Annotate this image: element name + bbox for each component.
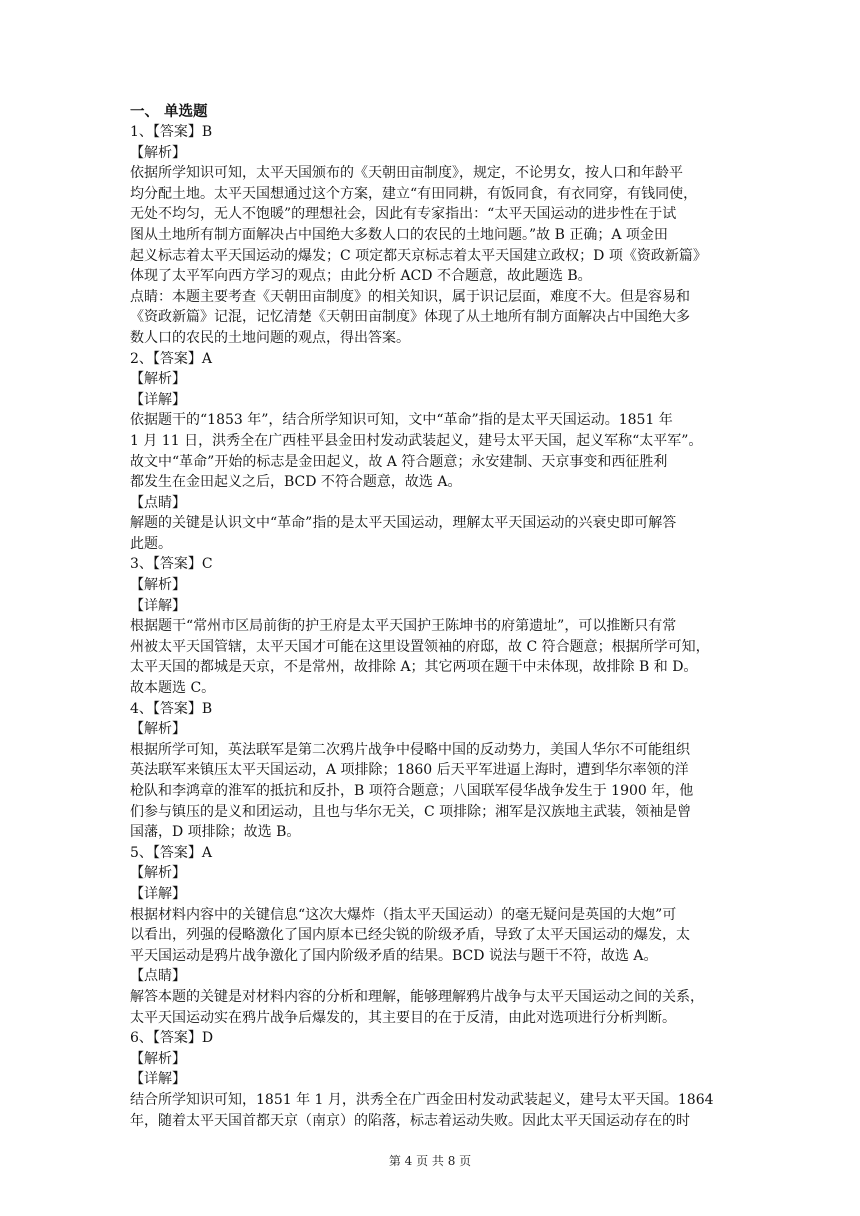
text-line: 太平天国的都城是天京，不是常州，故排除 A；其它两项在题干中未体现，故排除 B 和 D。 <box>130 659 698 676</box>
text-line: 英法联军来镇压太平天国运动，A 项排除；1860 后天平军进逼上海时，遭到华尔率领的洋 <box>130 762 689 779</box>
text-line: 枪队和李鸿章的淮军的抵抗和反扑，B 项符合题意；八国联军侵华战争发生于 1900 年，他 <box>130 783 694 799</box>
text-line: 根据材料内容中的关键信息“这次大爆炸（指太平天国运动）的毫无疑问是英国的大炮”可 <box>130 906 677 923</box>
section-title: 一、 单选题 <box>130 104 208 120</box>
text-line: 5、【答案】A <box>130 844 213 861</box>
text-line: 【解析】 <box>130 721 186 738</box>
text-line: 都发生在金田起义之后，BCD 不符合题意，故选 A。 <box>130 474 462 491</box>
text-line: 解题的关键是认识文中“革命”指的是太平天国运动，理解太平天国运动的兴衰史即可解答 <box>130 515 677 532</box>
text-line: 图从土地所有制方面解决占中国绝大多数人口的农民的土地问题。”故 B 正确；A 项金田 <box>130 226 668 243</box>
text-line: 故文中“革命”开始的标志是金田起义，故 A 符合题意；永安建制、天京事变和西征胜利 <box>130 453 668 470</box>
text-line: 【解析】 <box>130 577 186 594</box>
text-line: 4、【答案】B <box>130 700 213 717</box>
text-line: 体现了太平军向西方学习的观点；由此分析 ACD 不合题意，故此题选 B。 <box>130 268 592 285</box>
text-line: 均分配土地。太平天国想通过这个方案，建立“有田同耕，有饭同食，有衣同穿，有钱同使， <box>130 185 698 202</box>
text-line: 们参与镇压的是义和团运动，且也与华尔无关，C 项排除；湘军是汉族地主武装，领袖是曾 <box>130 803 692 820</box>
text-line: 依据题干的“1853 年”，结合所学知识可知，文中“革命”指的是太平天国运动。1851 年 <box>130 412 673 429</box>
text-line: 根据所学可知，英法联军是第二次鸦片战争中侵略中国的反动势力，美国人华尔不可能组织 <box>130 741 690 758</box>
text-line: 此题。 <box>130 535 172 552</box>
text-line: 故本题选 C。 <box>130 680 216 697</box>
text-line: 2、【答案】A <box>130 350 213 367</box>
text-line: 【详解】 <box>130 885 186 902</box>
text-line: 【详解】 <box>130 391 186 408</box>
document-body <box>130 102 736 1131</box>
text-line: 【详解】 <box>130 597 186 614</box>
text-line: 州被太平天国管辖，太平天国才可能在这里设置领袖的府邸，故 C 符合题意；根据所学可知， <box>130 638 710 655</box>
text-lines <box>130 122 736 1131</box>
text-line: 【详解】 <box>130 1071 186 1088</box>
text-line: 结合所学知识可知，1851 年 1 月，洪秀全在广西金田村发动武装起义，建号太平天国。1864 <box>130 1091 714 1108</box>
text-line: 平天国运动是鸦片战争激化了国内阶级矛盾的结果。BCD 说法与题干不符，故选 A。 <box>130 947 658 964</box>
text-line: 无处不均匀，无人不饱暖”的理想社会，因此有专家指出：“太平天国运动的进步性在于试 <box>130 206 677 223</box>
text-line: 依据所学知识可知，太平天国颁布的《天朝田亩制度》，规定，不论男女，按人口和年龄平 <box>130 165 683 182</box>
text-line: 根据题干“常州市区局前街的护王府是太平天国护王陈坤书的府第遗址”，可以推断只有常 <box>130 618 677 635</box>
text-line: 3、【答案】C <box>130 556 213 573</box>
text-line: 太平天国运动实在鸦片战争后爆发的，其主要目的在于反清，由此对选项进行分析判断。 <box>130 1009 676 1026</box>
text-line: 【解析】 <box>130 144 186 161</box>
text-line: 【解析】 <box>130 371 186 388</box>
text-line: 1 月 11 日，洪秀全在广西桂平县金田村发动武装起义，建号太平天国，起义军称“太平军”。 <box>130 432 703 449</box>
text-line: 国藩，D 项排除；故选 B。 <box>130 824 301 841</box>
text-line: 《资政新篇》记混，记忆清楚《天朝田亩制度》体现了从土地所有制方面解决占中国绝大多 <box>130 309 690 326</box>
text-line: 【点睛】 <box>130 968 186 985</box>
text-line: 起义标志着太平天国运动的爆发；C 项定都天京标志着太平天国建立政权；D 项《资政新篇》 <box>130 247 707 264</box>
page-footer: 第 4 页 共 8 页 <box>388 1154 472 1168</box>
text-line: 解答本题的关键是对材料内容的分析和理解，能够理解鸦片战争与太平天国运动之间的关系， <box>130 988 704 1005</box>
text-line: 【点睛】 <box>130 494 186 511</box>
text-line: 6、【答案】D <box>130 1030 214 1047</box>
text-line: 数人口的农民的土地问题的观点，得出答案。 <box>130 329 410 346</box>
text-line: 【解析】 <box>130 1050 186 1067</box>
text-line: 点睛：本题主要考查《天朝田亩制度》的相关知识，属于识记层面，难度不大。但是容易和 <box>130 288 690 305</box>
text-line: 【解析】 <box>130 865 186 882</box>
text-line: 1、【答案】B <box>130 124 213 140</box>
text-line: 年，随着太平天国首都天京（南京）的陷落，标志着运动失败。因此太平天国运动存在的时 <box>130 1112 690 1129</box>
text-line: 以看出，列强的侵略激化了国内原本已经尖锐的阶级矛盾，导致了太平天国运动的爆发，太 <box>130 927 690 944</box>
